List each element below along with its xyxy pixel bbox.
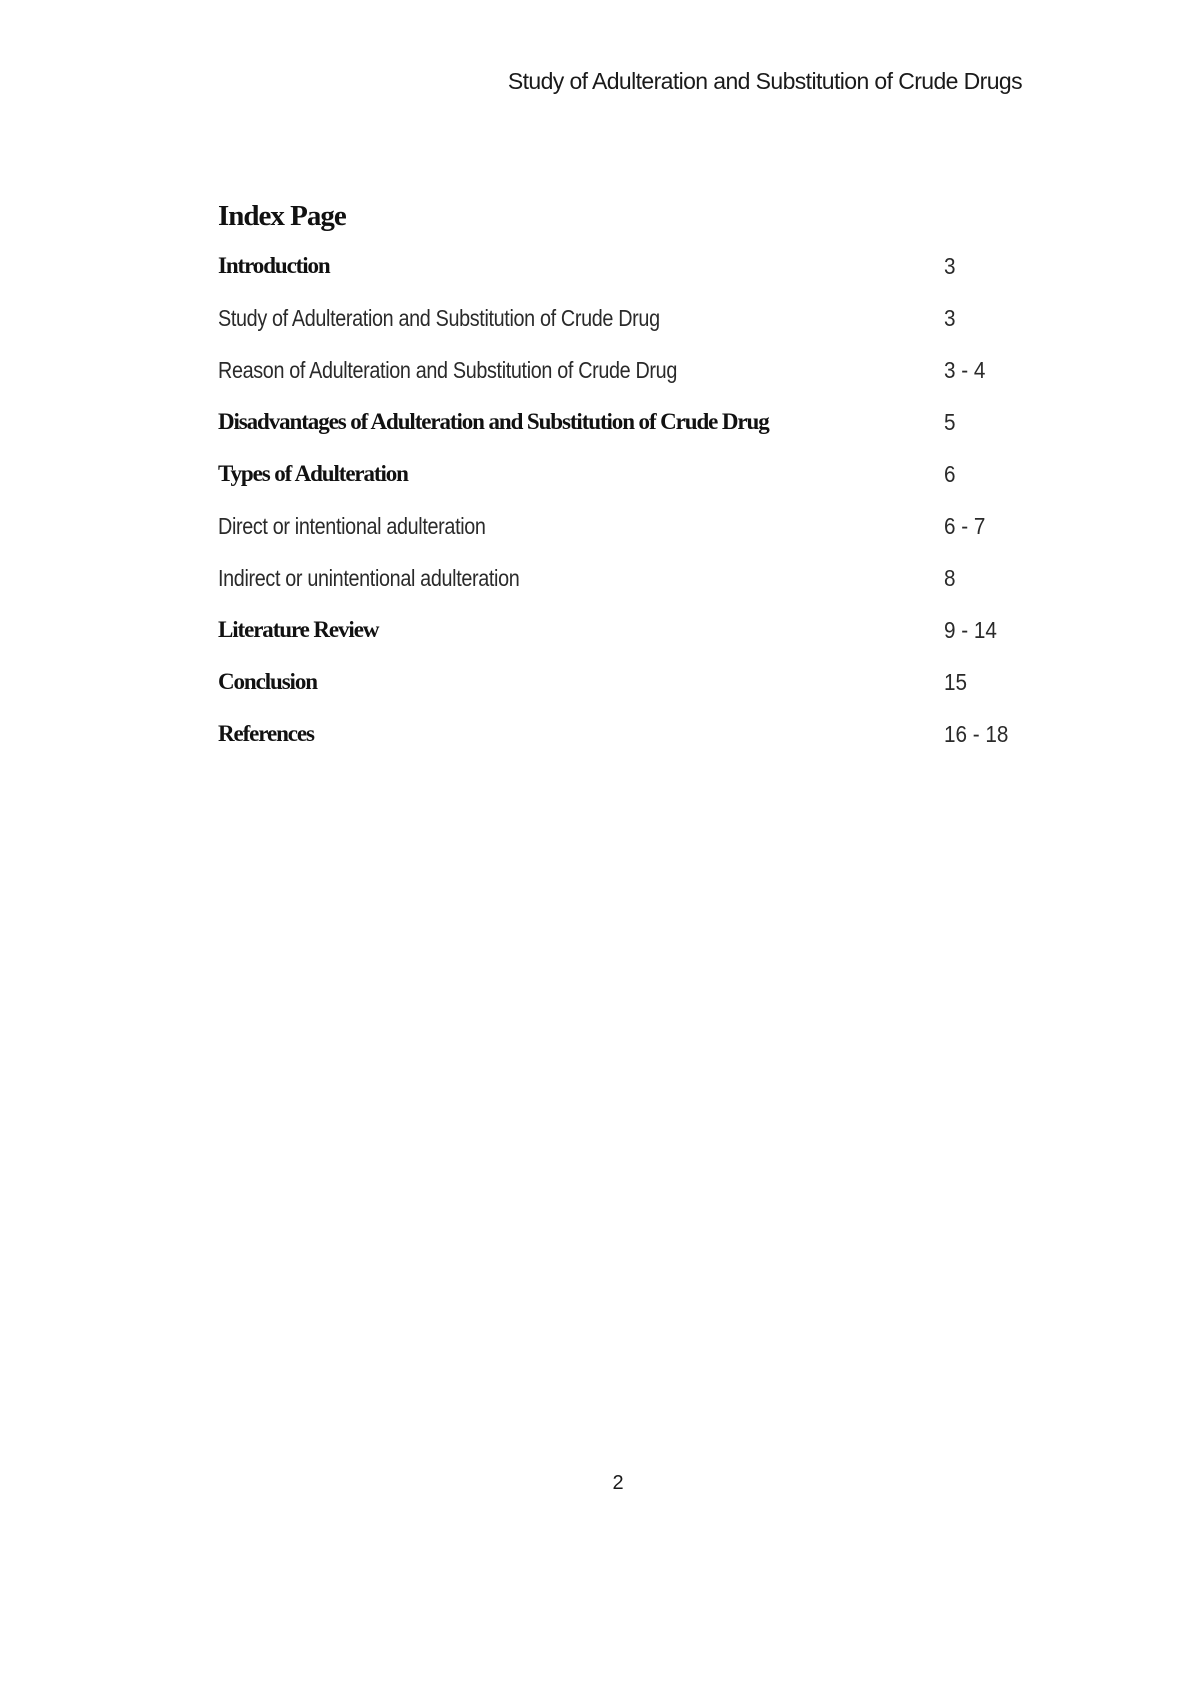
toc-entry-page: 6 bbox=[944, 461, 956, 487]
toc-entry-page: 3 bbox=[944, 253, 956, 279]
toc-entry-page: 6 - 7 bbox=[944, 513, 986, 539]
toc-entry-label: Study of Adulteration and Substitution of Crude Drug bbox=[218, 305, 660, 331]
running-header: Study of Adulteration and Substitution of Crude Drugs bbox=[507, 68, 1022, 94]
toc-entry-page: 8 bbox=[944, 565, 956, 591]
toc-entry bbox=[218, 617, 1058, 669]
toc-entry-page: 9 - 14 bbox=[944, 617, 997, 643]
toc-entry-label: Indirect or unintentional adulteration bbox=[218, 565, 520, 591]
table-of-contents bbox=[218, 253, 1058, 773]
toc-entry-label: Direct or intentional adulteration bbox=[218, 513, 486, 539]
toc-entry-page: 5 bbox=[944, 409, 956, 435]
toc-entry bbox=[218, 669, 1058, 721]
toc-entry-page: 15 bbox=[944, 669, 968, 695]
toc-entry-label: Types of Adulteration bbox=[218, 461, 408, 486]
toc-entry bbox=[218, 565, 1058, 617]
toc-entry bbox=[218, 721, 1058, 773]
index-title: Index Page bbox=[218, 200, 346, 232]
toc-entry bbox=[218, 253, 1058, 305]
toc-entry-page: 16 - 18 bbox=[944, 721, 1009, 747]
toc-entry bbox=[218, 305, 1058, 357]
toc-entry-label: Reason of Adulteration and Substitution of Crude Drug bbox=[218, 357, 677, 383]
toc-entry bbox=[218, 409, 1058, 461]
toc-entry-label: References bbox=[218, 721, 314, 746]
toc-entry-label: Disadvantages of Adulteration and Substitution of Crude Drug bbox=[218, 409, 769, 434]
toc-entry-page: 3 bbox=[944, 305, 956, 331]
toc-entry bbox=[218, 461, 1058, 513]
toc-entry-page: 3 - 4 bbox=[944, 357, 986, 383]
toc-entry-label: Introduction bbox=[218, 253, 330, 278]
page-number: 2 bbox=[612, 1472, 624, 1494]
toc-entry bbox=[218, 357, 1058, 409]
toc-entry bbox=[218, 513, 1058, 565]
toc-entry-label: Literature Review bbox=[218, 617, 379, 642]
toc-entry-label: Conclusion bbox=[218, 669, 317, 694]
